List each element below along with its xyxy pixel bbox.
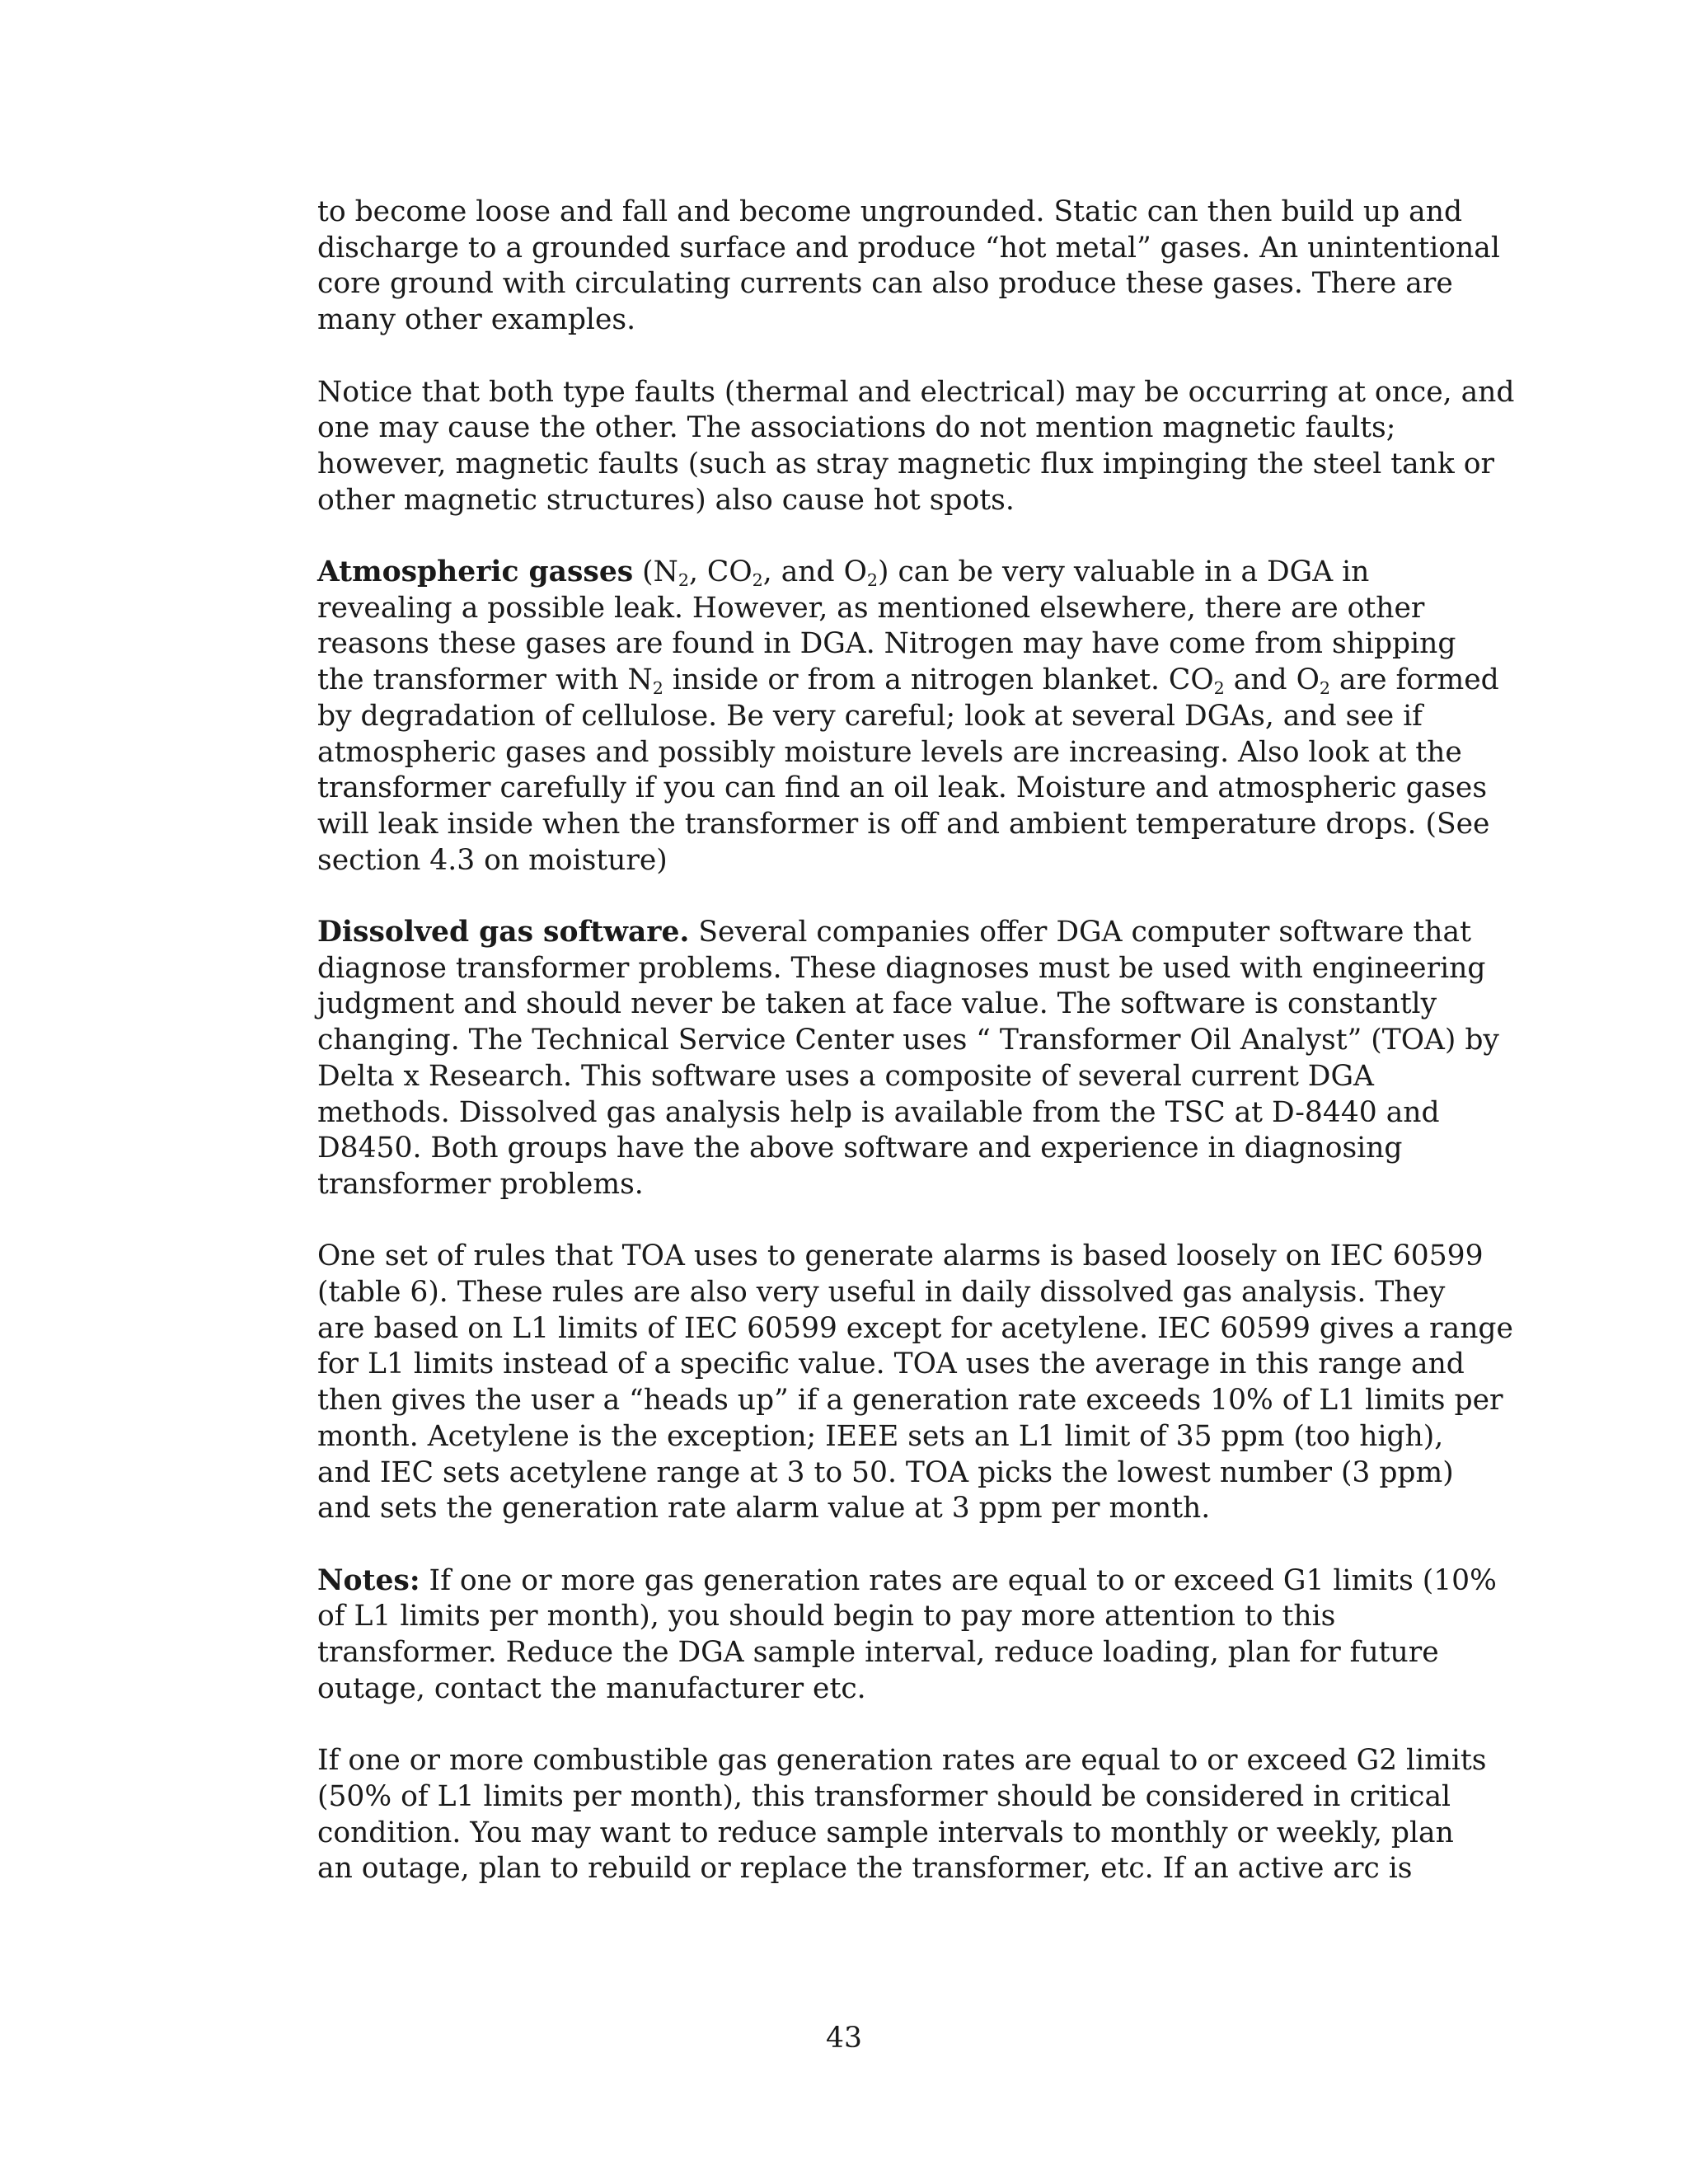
text-line: changing. The Technical Service Center uses “ Transformer Oil Analyst” (TOA) by [317,1024,1499,1057]
text-line: (50% of L1 limits per month), this transformer should be considered in critical [317,1779,1451,1813]
text-fragment: , CO [689,555,753,588]
text-line: transformer problems. [317,1167,644,1201]
paragraph-fault-types [317,375,1515,519]
paragraph-g2-limits [317,1743,1488,1887]
text-line: month. Acetylene is the exception; IEEE sets an L1 limit of 35 ppm (too high), [317,1419,1444,1453]
text-line: many other examples. [317,303,636,337]
text-fragment: inside or from a nitrogen blanket. CO [663,663,1214,697]
subscript: 2 [1319,677,1331,698]
paragraph-static-discharge [317,194,1500,339]
text-line: judgment and should never be taken at face value. The software is constantly [317,987,1437,1021]
text-line: to become loose and fall and become ungrounded. Static can then build up and [317,195,1463,228]
text-line: transformer carefully if you can find an oil leak. Moisture and atmospheric gases [317,771,1488,805]
paragraph-dissolved-gas-software [317,915,1499,1203]
text-line: diagnose transformer problems. These diagnoses must be used with engineering [317,951,1486,985]
text-line [317,663,1499,699]
text-line: however, magnetic faults (such as stray magnetic flux impinging the steel tank or [317,447,1494,480]
text-line: transformer. Reduce the DGA sample interval, reduce loading, plan for future [317,1636,1439,1670]
text-line: and sets the generation rate alarm value at 3 ppm per month. [317,1492,1211,1526]
text-line: D8450. Both groups have the above software and experience in diagnosing [317,1132,1403,1165]
text-line: by degradation of cellulose. Be very careful; look at several DGAs, and see if [317,699,1423,733]
text-line: of L1 limits per month), you should begin to pay more attention to this [317,1600,1336,1633]
text-line: an outage, plan to rebuild or replace the transformer, etc. If an active arc is [317,1852,1413,1886]
text-line: outage, contact the manufacturer etc. [317,1671,866,1705]
text-line: are based on L1 limits of IEC 60599 except for acetylene. IEC 60599 gives a range [317,1311,1513,1345]
text-line: core ground with circulating currents can also produce these gases. There are [317,267,1453,301]
subscript: 2 [866,569,879,590]
text-fragment: (N [633,555,678,588]
text-line [317,915,1488,951]
body-text [317,194,1515,1924]
subscript: 2 [752,569,763,590]
text-line: reasons these gases are found in DGA. Nitrogen may have come from shipping [317,627,1456,661]
page-number: 43 [826,2022,862,2055]
paragraph-toa-rules [317,1239,1513,1527]
text-line: condition. You may want to reduce sample intervals to monthly or weekly, plan [317,1816,1454,1849]
text-line: atmospheric gases and possibly moisture levels are increasing. Also look at the [317,735,1462,769]
text-line: other magnetic structures) also cause hot spots. [317,483,1015,517]
section-heading-notes: Notes: [317,1563,420,1597]
subscript: 2 [652,677,663,698]
text-line: for L1 limits instead of a specific value. TOA uses the average in this range and [317,1347,1465,1381]
text-line: then gives the user a “heads up” if a generation rate exceeds 10% of L1 limits per [317,1384,1503,1418]
paragraph-atmospheric-gasses [317,555,1499,879]
text-line: If one or more combustible gas generation rates are equal to or exceed G2 limits [317,1744,1487,1778]
text-line: one may cause the other. The associations do not mention magnetic faults; [317,411,1396,445]
paragraph-notes [317,1563,1497,1708]
text-fragment: and O [1224,663,1320,697]
text-line [317,555,1488,591]
text-fragment: are formed [1330,663,1499,697]
text-fragment: If one or more gas generation rates are equal to or exceed G1 limits (10% [420,1563,1497,1597]
text-line: and IEC sets acetylene range at 3 to 50. TOA picks the lowest number (3 ppm) [317,1455,1454,1489]
text-line [317,1563,1497,1600]
text-line: will leak inside when the transformer is off and ambient temperature drops. (See [317,807,1490,841]
text-line: discharge to a grounded surface and produce “hot metal” gases. An unintentional [317,231,1500,265]
text-line: revealing a possible leak. However, as mentioned elsewhere, there are other [317,591,1425,625]
text-line: Notice that both type faults (thermal and electrical) may be occurring at once, and [317,375,1515,409]
subscript: 2 [1213,677,1225,698]
text-fragment: , and O [762,555,867,588]
text-line: Delta x Research. This software uses a composite of several current DGA [317,1059,1374,1093]
subscript: 2 [678,569,689,590]
section-heading-dissolved-gas-software: Dissolved gas software. [317,916,690,949]
text-fragment: Several companies offer DGA computer software that [689,916,1471,949]
text-line: methods. Dissolved gas analysis help is available from the TSC at D-8440 and [317,1095,1440,1129]
text-line: section 4.3 on moisture) [317,843,668,877]
text-fragment: the transformer with N [317,663,653,697]
text-fragment: ) can be very valuable in a DGA in [878,555,1370,588]
text-line: (table 6). These rules are also very useful in daily dissolved gas analysis. They [317,1276,1446,1310]
text-line: One set of rules that TOA uses to generate alarms is based loosely on IEC 60599 [317,1240,1484,1273]
section-heading-atmospheric-gasses: Atmospheric gasses [317,555,634,588]
